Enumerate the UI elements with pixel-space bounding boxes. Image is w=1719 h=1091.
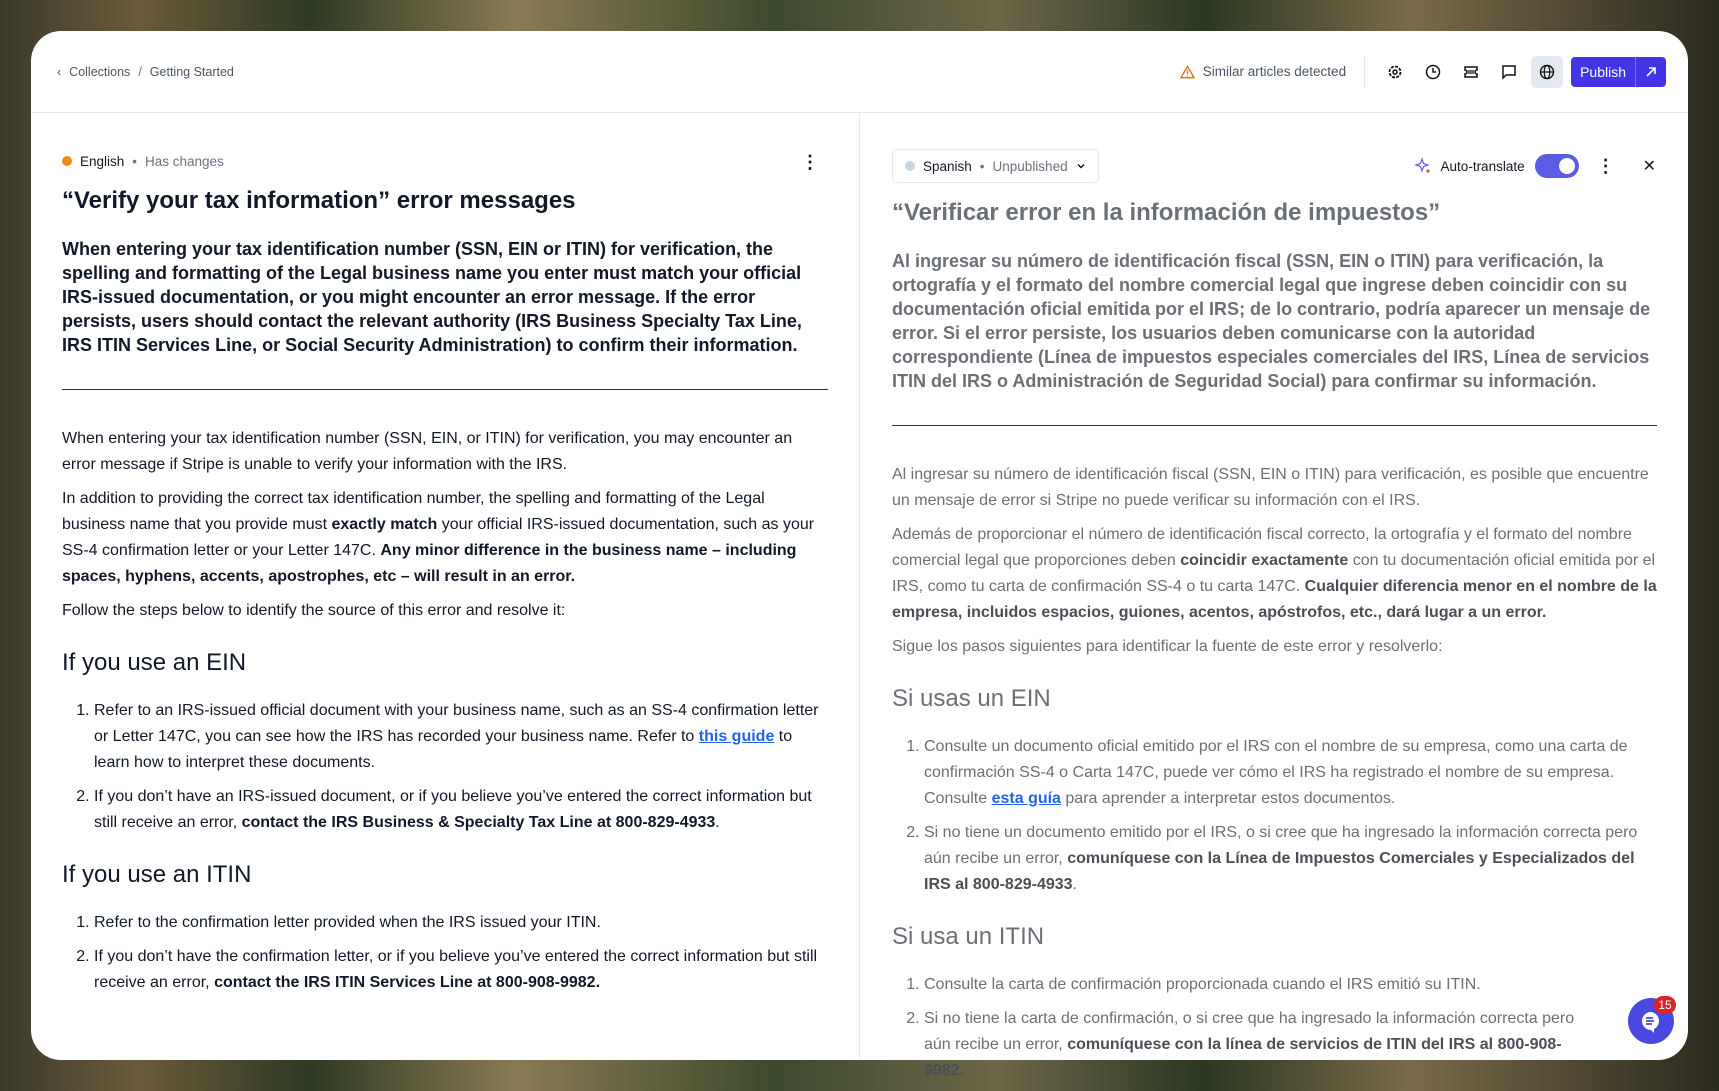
article-body[interactable] — [62, 426, 828, 996]
text-run: para aprender a interpretar estos documentos. — [1060, 790, 1396, 807]
chevron-down-icon — [1076, 161, 1086, 171]
text-run: Al ingresar su número de identificación fiscal (SSN, EIN o ITIN) para verificación, es posible que encuentre un mensaje de error si Stripe no puede verificar su información con el IRS. — [892, 466, 1649, 509]
settings-button[interactable] — [1379, 56, 1411, 88]
translation-pane — [859, 113, 1688, 1079]
breadcrumb-collections[interactable]: Collections — [69, 64, 131, 79]
text-run: . — [715, 814, 720, 831]
list-item — [924, 1006, 1587, 1084]
bold-text: contact the IRS ITIN Services Line at 800-908-9982. — [214, 974, 601, 991]
translated-title[interactable]: “Verificar error en la información de impuestos” — [892, 199, 1441, 226]
list-item — [94, 698, 828, 776]
text-run: con tu documentación oficial emitida por el IRS, como tu carta de confirmación SS-4 o tu carta 147C. — [892, 552, 1656, 595]
comment-icon — [1501, 64, 1517, 80]
list-item — [94, 944, 828, 996]
text-run: Si usa un ITIN — [892, 923, 1045, 950]
bold-text: contact the IRS Business & Specialty Tax Line at 800-829-4933 — [241, 814, 716, 831]
gear-icon — [1387, 64, 1403, 80]
section-heading — [892, 922, 1657, 952]
publish-split-button — [1571, 57, 1666, 87]
source-language-status — [62, 149, 828, 173]
list-item — [924, 820, 1657, 898]
text-run: When entering your tax identification number (SSN, EIN, or ITIN) for verification, you may encounter an error message if Stripe is unable to verify your information with the IRS. — [62, 430, 793, 473]
comments-button[interactable] — [1493, 56, 1525, 88]
text-run: Follow the steps below to identify the source of this error and resolve it: — [62, 602, 566, 619]
text-run: If you use an ITIN — [62, 861, 252, 888]
list-item — [94, 784, 828, 836]
sparkle-icon — [1415, 158, 1431, 174]
text-run: If you use an EIN — [62, 649, 247, 676]
status-label: Unpublished — [992, 158, 1068, 174]
text-run: your official IRS-issued documentation, such as your SS-4 confirmation letter or your Letter 147C. — [62, 516, 815, 559]
guide-link[interactable]: this guide — [698, 728, 775, 745]
paragraph — [892, 462, 1657, 514]
list-item — [924, 972, 1587, 998]
ticket-button[interactable] — [1455, 56, 1487, 88]
guide-link[interactable]: esta guía — [991, 790, 1061, 807]
text-run: Sigue los pasos siguientes para identificar la fuente de este error y resolverlo: — [892, 638, 1443, 655]
bullet-separator: • — [132, 153, 138, 169]
close-icon[interactable]: ✕ — [1642, 158, 1656, 175]
source-article-pane — [31, 113, 859, 1060]
ticket-icon — [1463, 64, 1479, 80]
text-run: Refer to the confirmation letter provided when the IRS issued your ITIN. — [94, 914, 601, 931]
text-run: Refer to an IRS-issued official document with your business name, such as an SS-4 confirmation letter or Letter 147C, you can see how the IRS has recorded your business name. Refer to — [94, 702, 819, 745]
clock-icon — [1425, 64, 1441, 80]
history-button[interactable] — [1417, 56, 1449, 88]
paragraph — [62, 598, 828, 624]
list-item — [924, 734, 1657, 812]
translated-summary[interactable]: Al ingresar su número de identificación fiscal (SSN, EIN o ITIN) para verificación, la ortografía y el formato del nombre comercial legal que ingrese deben coincidir con su documentación oficial emitida por el IRS; de lo contrario, podría aparecer un mensaje de error. Si el error persiste, los usuarios deben comunicarse con la autoridad correspondiente (Línea de impuestos especiales comerciales del IRS, Línea de servicios ITIN del IRS o Administración de Seguridad Social) para confirmar su información. — [892, 251, 1651, 391]
bold-text: coincidir exactamente — [1180, 552, 1349, 569]
steps-list — [62, 910, 828, 996]
steps-list — [62, 698, 828, 836]
translated-body[interactable] — [892, 462, 1657, 1084]
breadcrumb-getting-started[interactable]: Getting Started — [149, 64, 234, 79]
top-bar — [31, 31, 1688, 113]
similar-articles-warning[interactable] — [1180, 56, 1365, 88]
text-run: Consulte un documento oficial emitido por el IRS con el nombre de su empresa, como una carta de confirmación SS-4 o Carta 147C, puede ver cómo el IRS ha registrado el nombre de su empresa. Consulte — [924, 738, 1628, 807]
more-options-icon[interactable]: ⋮ — [1596, 155, 1615, 176]
text-run: Consulte la carta de confirmación proporcionada cuando el IRS emitió su ITIN. — [924, 976, 1481, 993]
list-item — [94, 910, 828, 936]
translations-button[interactable] — [1531, 56, 1563, 88]
breadcrumb — [57, 65, 234, 79]
text-run: . — [1072, 876, 1077, 893]
text-run: If you don’t have an IRS-issued document, or if you believe you’ve entered the correct information but still receive an error, — [94, 788, 812, 831]
language-label: Spanish — [923, 158, 972, 174]
status-label: Has changes — [145, 153, 224, 169]
paragraph — [62, 426, 828, 478]
text-run: If you don’t have the confirmation letter, or if you believe you’ve entered the correct information but still receive an error, — [94, 948, 818, 991]
text-run: Si no tiene la carta de confirmación, o si cree que ha ingresado la información correcta pero aún recibe un error, — [924, 1010, 1575, 1053]
language-label: English — [80, 153, 125, 169]
globe-icon — [1539, 64, 1555, 80]
paragraph — [62, 486, 828, 590]
divider — [892, 425, 1657, 426]
breadcrumb-separator: / — [138, 64, 142, 79]
auto-translate-label: Auto-translate — [1440, 158, 1525, 174]
text-run: Si no tiene un documento emitido por el IRS, o si cree que ha ingresado la información correcta pero aún recibe un error, — [924, 824, 1638, 867]
more-options-icon[interactable]: ⋮ — [801, 152, 819, 172]
editor-window — [31, 31, 1688, 1079]
paragraph — [892, 634, 1657, 660]
section-heading — [62, 860, 828, 890]
back-chevron-icon[interactable]: ‹ — [57, 64, 62, 79]
bold-text: exactly match — [331, 516, 438, 533]
status-dot — [62, 156, 72, 166]
auto-translate-toggle[interactable] — [1535, 154, 1579, 178]
steps-list — [892, 734, 1657, 898]
unread-badge: 15 — [1654, 996, 1676, 1014]
bold-text: comuníquese con la Línea de Impuestos Comerciales y Especializados del IRS al 800-829-4933 — [924, 850, 1635, 893]
text-run: to learn how to interpret these documents. — [94, 728, 793, 771]
text-run: Si usas un EIN — [892, 685, 1051, 712]
bullet-separator: • — [979, 158, 985, 174]
status-dot — [905, 161, 915, 171]
section-heading — [892, 684, 1657, 714]
steps-list — [892, 972, 1657, 1084]
translation-tools — [1415, 149, 1656, 183]
similar-articles-label: Similar articles detected — [1202, 64, 1347, 79]
publish-open-button[interactable] — [1636, 57, 1666, 87]
bold-text: comuníquese con la línea de servicios de ITIN del IRS al 800-908-9982. — [924, 1036, 1562, 1079]
arrow-up-right-icon — [1645, 66, 1657, 78]
bold-text: Cualquier diferencia menor en el nombre de la empresa, incluidos espacios, guiones, acentos, apóstrofos, etc., dará lugar a un error. — [892, 578, 1657, 621]
text-run: In addition to providing the correct tax identification number, the spelling and formatting of the Legal business name that you provide must — [62, 490, 765, 533]
bold-text: Any minor difference in the business name – including spaces, hyphens, accents, apostrophes, etc – will result in an error. — [62, 542, 797, 585]
article-title[interactable]: “Verify your tax information” error messages — [62, 187, 576, 214]
language-dropdown[interactable] — [892, 149, 1099, 183]
text-run: Además de proporcionar el número de identificación fiscal correcto, la ortografía y el formato del nombre comercial legal que proporciones deben — [892, 526, 1632, 569]
publish-button[interactable]: Publish — [1571, 57, 1636, 87]
article-summary[interactable]: When entering your tax identification number (SSN, EIN or ITIN) for verification, the spelling and formatting of the Legal business name you enter must match your official IRS-issued documentation, or you might encounter an error message. If the error persists, users should contact the relevant authority (IRS Business Specialty Tax Line, IRS ITIN Services Line, or Social Security Administration) to confirm their information. — [62, 239, 802, 355]
section-heading — [62, 648, 828, 678]
paragraph — [892, 522, 1657, 626]
warning-icon — [1180, 65, 1195, 79]
divider — [62, 389, 828, 390]
